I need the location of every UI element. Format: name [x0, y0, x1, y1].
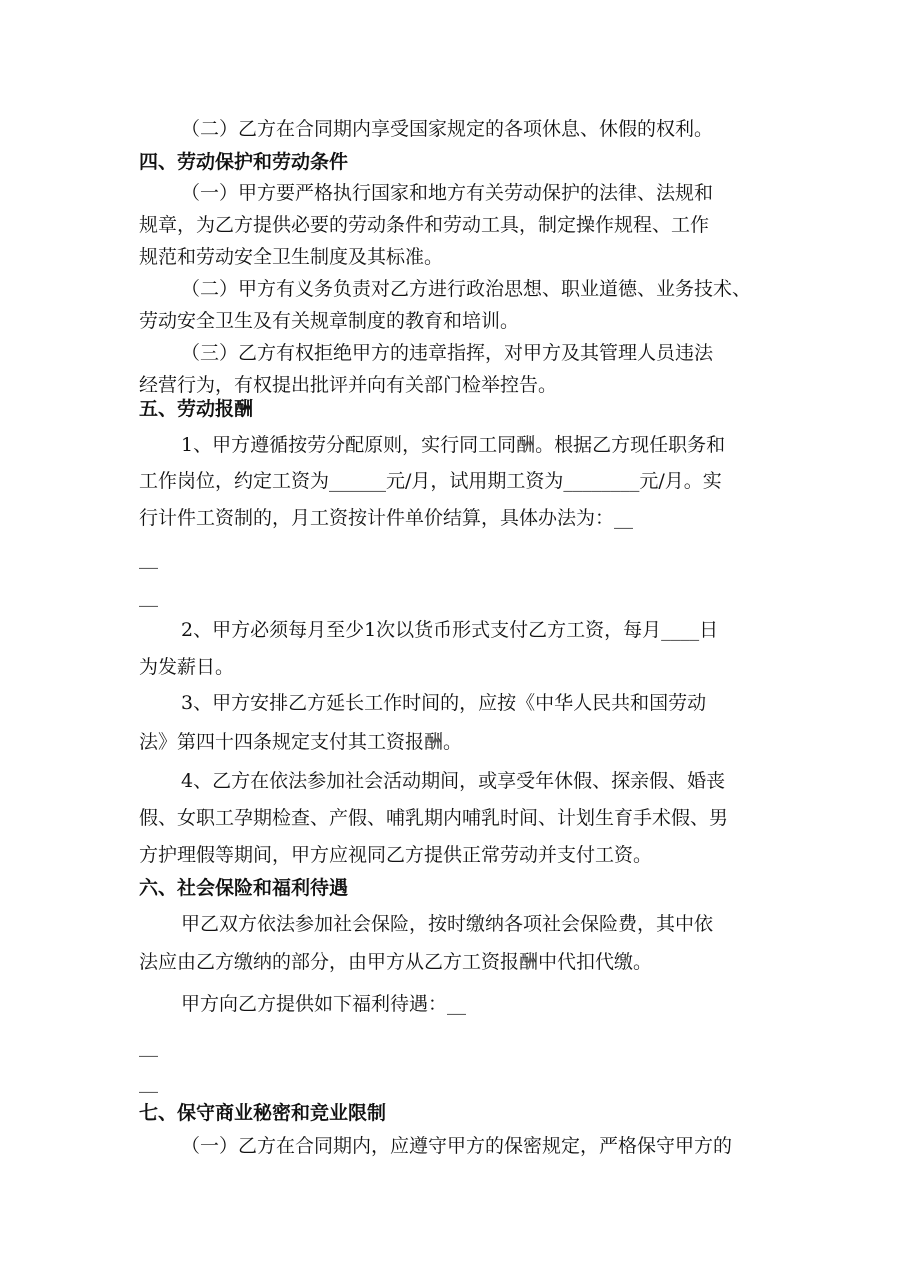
contract-page: （二）乙方在合同期内享受国家规定的各项休息、休假的权利。 四、劳动保护和劳动条件 （一）甲方要严格执行国家和地方有关劳动保护的法律、法规和 规章，为乙方提供必要的劳动条件和劳动工具，制定操作规程、工作 规范和劳动安全卫生制度及其标准。 （二）甲方有义务负责对乙方进行政治思想、职业道德、业务技术、 劳动安全卫生及有关规章制度的教育和培训。 （三）乙方有权拒绝甲方的违章指挥，对甲方及其管理人员违法 经营行为，有权提出批评并向有关部门检举控告。 五、劳动报酬 1、甲方遵循按劳分配原则，实行同工同酬。根据乙方现任职务和 工作岗位，约定工资为______元/月，试用期工资为________元/月。实 行计件工资制的，月工资按计件单价结算，具体办法为：__ __ __ 2、甲方必须每月至少1次以货币形式支付乙方工资，每月____日 为发薪日。 3、甲方安排乙方延长工作时间的，应按《中华人民共和国劳动 法》第四十四条规定支付其工资报酬。 4、乙方在依法参加社会活动期间，或享受年休假、探亲假、婚丧 假、女职工孕期检查、产假、哺乳期内哺乳时间、计划生育手术假、男 方护理假等期间，甲方应视同乙方提供正常劳动并支付工资。 六、社会保险和福利待遇 甲乙双方依法参加社会保险，按时缴纳各项社会保险费，其中依 法应由乙方缴纳的部分，由甲方从乙方工资报酬中代扣代缴。 甲方向乙方提供如下福利待遇：__ __ __ 七、保守商业秘密和竞业限制 （一）乙方在合同期内，应遵守甲方的保密规定，严格保守甲方的	[139, 118, 752, 1157]
